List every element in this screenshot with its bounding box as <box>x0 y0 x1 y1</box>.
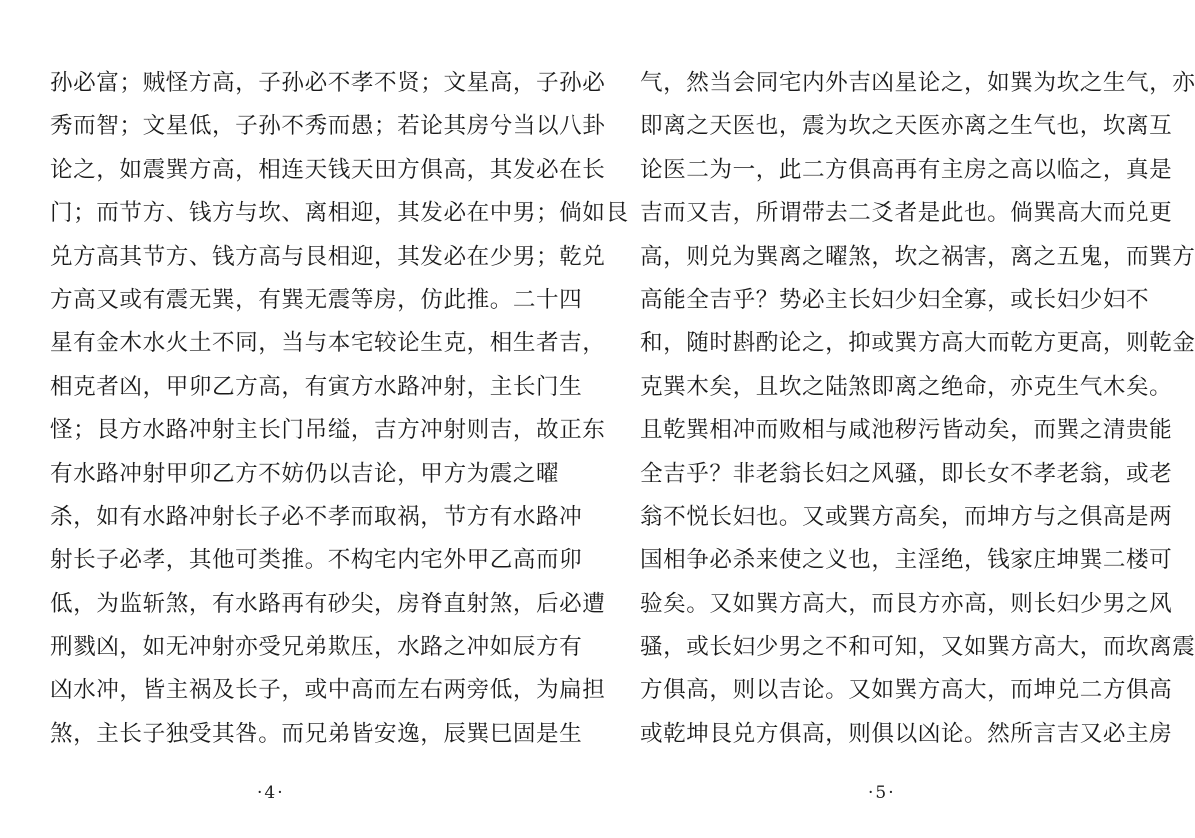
text-line: 吉而又吉，所谓带去二爻者是此也。倘巽高大而兑更 <box>640 200 1173 227</box>
text-line: 论之，如震巽方高，相连天钱天田方俱高，其发必在长 <box>50 156 606 183</box>
text-line: 凶水冲，皆主祸及长子，或中高而左右两旁低，为扁担 <box>50 677 606 704</box>
text-line: 门；而节方、钱方与坎、离相迎，其发必在中男；倘如艮 <box>50 200 629 227</box>
right-page-text <box>640 62 1195 756</box>
text-line: 低，为监斩煞，有水路再有砂尖，房脊直射煞，后必遭 <box>50 590 606 617</box>
left-page-text <box>50 62 629 756</box>
text-line: 验矣。又如巽方高大，而艮方亦高，则长妇少男之风 <box>640 590 1173 617</box>
text-line: 射长子必孝，其他可类推。不构宅内宅外甲乙高而卯 <box>50 547 583 574</box>
text-line: 翁不悦长妇也。又或巽方高矣，而坤方与之俱高是两 <box>640 503 1173 530</box>
text-line: 克巽木矣，且坎之陆煞即离之绝命，亦克生气木矣。 <box>640 373 1173 400</box>
text-line: 或乾坤艮兑方俱高，则俱以凶论。然所言吉又必主房 <box>640 720 1173 747</box>
text-line: 刑戮凶，如无冲射亦受兄弟欺压，水路之冲如辰方有 <box>50 634 583 661</box>
text-line: 杀，如有水路冲射长子必不孝而取祸，节方有水路冲 <box>50 503 583 530</box>
text-line: 有水路冲射甲卯乙方不妨仍以吉论，甲方为震之曜 <box>50 460 560 487</box>
text-line: 全吉乎？非老翁长妇之风骚，即长女不孝老翁，或老 <box>640 460 1173 487</box>
right-page <box>578 0 1195 838</box>
text-line: 高，则兑为巽离之曜煞，坎之祸害，离之五鬼，而巽方 <box>640 243 1195 270</box>
text-line: 方俱高，则以吉论。又如巽方高大，而坤兑二方俱高 <box>640 677 1173 704</box>
text-line: 星有金木水火土不同，当与本宅较论生克，相生者吉， <box>50 330 606 357</box>
text-line: 孙必富；贼怪方高，子孙必不孝不贤；文星高，子孙必 <box>50 70 606 96</box>
text-line: 和，随时斟酌论之，抑或巽方高大而乾方更高，则乾金 <box>640 330 1195 357</box>
text-line: 气，然当会同宅内外吉凶星论之，如巽为坎之生气，亦 <box>640 70 1195 96</box>
text-line: 国相争必杀来使之义也，主淫绝，钱家庄坤巽二楼可 <box>640 547 1173 574</box>
text-line: 煞，主长子独受其咎。而兄弟皆安逸，辰巽巳固是生 <box>50 720 583 747</box>
text-line: 方高又或有震无巽，有巽无震等房，仿此推。二十四 <box>50 286 583 313</box>
text-line: 怪；艮方水路冲射主长门吊缢，吉方冲射则吉，故正东 <box>50 417 606 444</box>
text-line: 论医二为一，此二方俱高再有主房之高以临之，真是 <box>640 156 1173 183</box>
text-line: 且乾巽相冲而败相与咸池秽污皆动矣，而巽之清贵能 <box>640 417 1173 444</box>
text-line: 骚，或长妇少男之不和可知，又如巽方高大，而坎离震 <box>640 634 1195 661</box>
page-number: ·4· <box>257 783 285 803</box>
text-line: 高能全吉乎？势必主长妇少妇全寡，或长妇少妇不 <box>640 286 1150 313</box>
text-line: 秀而智；文星低，子孙不秀而愚；若论其房兮当以八卦 <box>50 113 606 140</box>
page-number: ·5· <box>868 783 896 803</box>
text-line: 相克者凶，甲卯乙方高，有寅方水路冲射，主长门生 <box>50 373 583 400</box>
text-line: 即离之天医也，震为坎之天医亦离之生气也，坎离互 <box>640 113 1173 140</box>
text-line: 兑方高其节方、钱方高与艮相迎，其发必在少男；乾兑 <box>50 243 606 270</box>
